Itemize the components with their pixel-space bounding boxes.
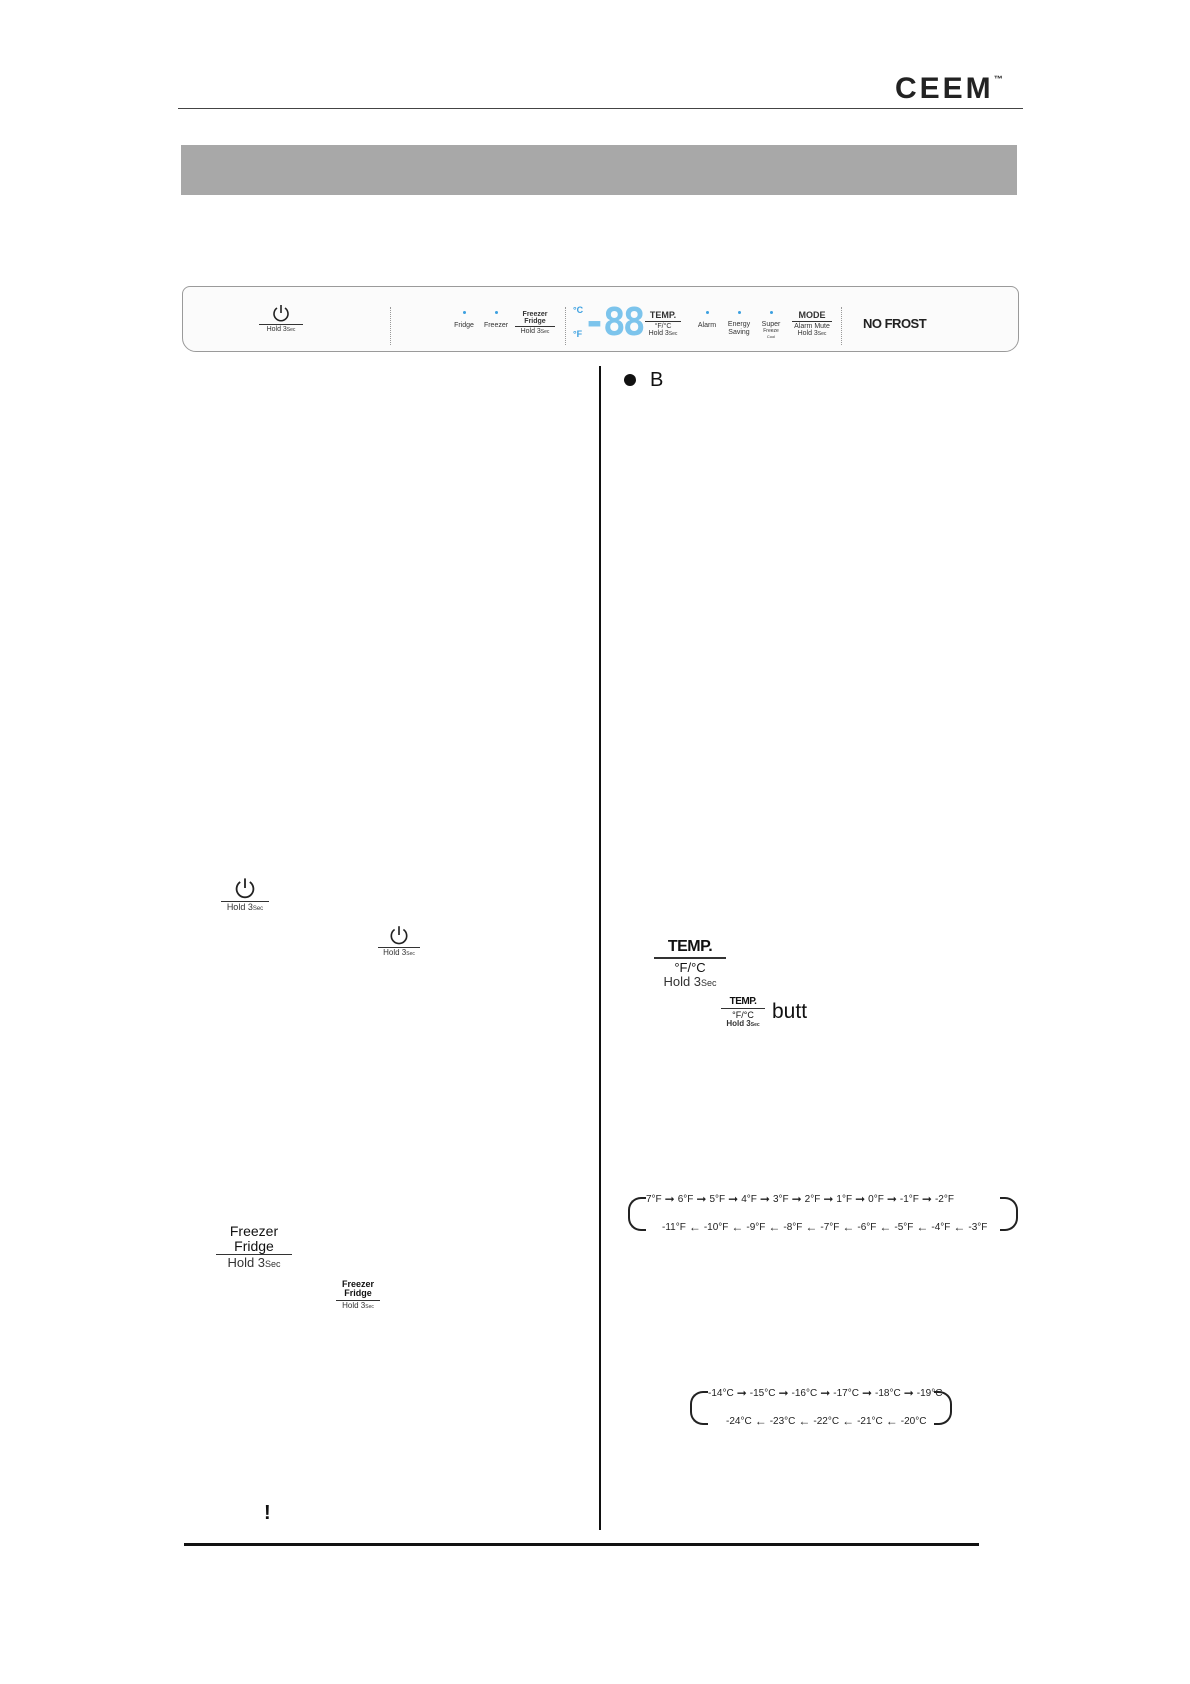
sequence-arrow-icon: ← [768, 1220, 781, 1234]
temperature-display: -88 [583, 300, 643, 344]
sequence-loop-right [1000, 1197, 1018, 1231]
sequence-arrow-icon: ➞ [855, 1192, 866, 1206]
warning-icon: ! [264, 1502, 271, 1524]
sequence-arrow-icon: ➞ [886, 1192, 897, 1206]
sequence-arrow-icon: ← [798, 1414, 811, 1428]
temp-small-units: °F/°C [732, 1010, 754, 1020]
sequence-value: 4°F [741, 1193, 757, 1205]
sequence-arrow-icon: ← [879, 1220, 892, 1234]
sequence-arrow-icon: ➞ [728, 1192, 739, 1206]
sequence-value: -16°C [791, 1387, 818, 1399]
sequence-value: -19°C [916, 1387, 943, 1399]
power-button-large[interactable] [220, 876, 270, 913]
sequence-value: -1°F [899, 1193, 919, 1205]
alarm-indicator-dot [706, 311, 709, 314]
nofrost-logo: NO FROST [863, 316, 927, 331]
sequence-value: -10°F [703, 1221, 729, 1233]
super-indicator-label: Super [761, 321, 781, 328]
sequence-value: 5°F [709, 1193, 726, 1205]
temp-small-title: TEMP. [729, 996, 757, 1007]
sequence-value: 0°F [868, 1193, 884, 1205]
sequence-value: -7°F [820, 1221, 840, 1233]
sequence-arrow-icon: ➞ [861, 1386, 872, 1400]
panel-zone-switch-button[interactable] [513, 311, 557, 335]
panel-temp-button[interactable] [643, 311, 683, 337]
temp-large-sec: Sec [701, 977, 717, 988]
switch-large-top: Freezer [229, 1223, 279, 1239]
sequence-value: -22°C [813, 1415, 840, 1427]
sequence-value: -2°F [934, 1193, 954, 1205]
panel-mode-button[interactable] [789, 311, 835, 337]
sequence-arrow-icon: ← [805, 1220, 818, 1234]
power-small-sec: Sec [406, 951, 415, 957]
panel-zone-hold: Hold 3 [520, 328, 541, 335]
sequence-arrow-icon: ← [916, 1220, 929, 1234]
panel-mode-sub: Alarm Mute [794, 323, 830, 330]
sequence-value: -4°F [931, 1221, 951, 1233]
sequence-value: 2°F [804, 1193, 821, 1205]
sequence-arrow-icon: ➞ [759, 1192, 770, 1206]
sequence-value: -21°C [857, 1415, 883, 1427]
super-freeze-label: Freeze [763, 328, 779, 334]
alarm-indicator-label: Alarm [697, 322, 717, 329]
zone-switch-button-small[interactable] [334, 1280, 382, 1311]
display-celsius-unit: °C [573, 305, 584, 315]
energy-indicator-label-1: Energy [727, 321, 751, 328]
super-indicator-dot [770, 311, 773, 314]
power-icon [233, 876, 257, 900]
sequence-arrow-icon: ← [953, 1220, 966, 1234]
sequence-arrow-icon: ➞ [791, 1192, 802, 1206]
panel-divider [390, 307, 391, 345]
fahrenheit-sequence [628, 1192, 1018, 1236]
sequence-value: -17°C [833, 1387, 859, 1399]
panel-divider [565, 307, 566, 345]
power-icon [271, 303, 291, 323]
fahrenheit-row-bottom [662, 1220, 987, 1234]
temp-small-sec: Sec [750, 1022, 760, 1028]
temp-large-units: °F/°C [674, 959, 706, 975]
panel-power-hold: Hold 3 [266, 326, 287, 333]
sequence-value: 3°F [772, 1193, 789, 1205]
panel-temp-hold: Hold 3 [648, 330, 669, 337]
bullet-icon [624, 374, 636, 386]
sequence-arrow-icon: ← [842, 1414, 855, 1428]
switch-small-top: Freezer [341, 1279, 375, 1289]
brand-logo [895, 72, 1003, 106]
temp-button-small[interactable] [720, 996, 766, 1029]
sequence-arrow-icon: ← [842, 1220, 855, 1234]
sequence-value: -20°C [900, 1415, 927, 1427]
sequence-arrow-icon: ← [885, 1414, 898, 1428]
energy-indicator-dot [738, 311, 741, 314]
freezer-indicator-dot [495, 311, 498, 314]
sequence-loop-left [628, 1197, 646, 1231]
sequence-arrow-icon: ← [731, 1220, 744, 1234]
sequence-value: 6°F [677, 1193, 694, 1205]
temp-small-hold: Hold 3 [726, 1019, 751, 1028]
panel-zone-switch-bottom: Fridge [524, 318, 546, 325]
butt-text: butt [772, 1000, 808, 1023]
switch-small-bottom: Fridge [344, 1288, 372, 1299]
power-large-sec: Sec [252, 906, 264, 912]
zone-switch-button-large[interactable] [214, 1224, 294, 1271]
power-large-hold: Hold 3 [226, 902, 253, 912]
sequence-arrow-icon: ➞ [921, 1192, 932, 1206]
switch-small-hold: Hold 3 [342, 1300, 366, 1310]
sequence-arrow-icon: ← [754, 1414, 767, 1428]
panel-divider [841, 307, 842, 345]
sequence-value: -8°F [783, 1221, 803, 1233]
bullet-text: B [650, 369, 664, 391]
temp-large-title: TEMP. [667, 938, 713, 955]
sequence-value: -15°C [749, 1387, 776, 1399]
section-title-bar [181, 145, 1017, 195]
sequence-arrow-icon: ➞ [778, 1386, 789, 1400]
sequence-arrow-icon: ➞ [736, 1386, 747, 1400]
panel-temp-title: TEMP. [649, 310, 677, 320]
brand-name: CEEM [895, 72, 994, 105]
sequence-value: -5°F [894, 1221, 914, 1233]
fridge-indicator-dot [463, 311, 466, 314]
header-rule [178, 108, 1023, 109]
switch-large-sec: Sec [265, 1259, 281, 1270]
sequence-arrow-icon: ➞ [664, 1192, 675, 1206]
fahrenheit-row-top [646, 1192, 954, 1206]
sequence-value: -18°C [875, 1387, 901, 1399]
sequence-arrow-icon: ➞ [903, 1386, 914, 1400]
sequence-arrow-icon: ➞ [823, 1192, 834, 1206]
switch-large-hold: Hold 3 [227, 1255, 266, 1271]
column-divider [599, 366, 601, 1530]
panel-mode-hold: Hold 3 [797, 330, 818, 337]
brand-trademark: ™ [993, 74, 1003, 84]
panel-power-button[interactable] [259, 303, 303, 333]
freezer-indicator-label: Freezer [483, 322, 509, 329]
sequence-value: -3°F [968, 1221, 988, 1233]
display-fahrenheit-unit: °F [573, 329, 583, 339]
sequence-value: 7°F [646, 1193, 662, 1205]
sequence-arrow-icon: ← [688, 1220, 701, 1234]
sequence-value: 1°F [836, 1193, 853, 1205]
sequence-value: -11°F [662, 1221, 686, 1233]
control-panel [182, 286, 1019, 352]
power-small-hold: Hold 3 [383, 948, 407, 957]
power-icon [388, 924, 410, 946]
sequence-arrow-icon: ➞ [820, 1386, 831, 1400]
temp-button-large[interactable] [652, 938, 728, 989]
temp-large-hold: Hold 3 [663, 973, 702, 989]
sequence-value: -14°C [708, 1387, 734, 1399]
super-cool-label: Cool [766, 334, 776, 339]
sequence-loop-left [690, 1391, 708, 1425]
celsius-sequence [690, 1386, 952, 1430]
celsius-row-bottom [726, 1414, 926, 1428]
power-button-small[interactable] [377, 924, 421, 958]
switch-small-sec: Sec [365, 1303, 374, 1310]
panel-temp-units: °F/°C [654, 323, 672, 330]
panel-zone-sec: Sec [540, 329, 550, 335]
panel-power-sec: Sec [286, 327, 296, 333]
energy-indicator-label-2: Saving [728, 329, 750, 336]
sequence-value: -9°F [746, 1221, 766, 1233]
sequence-value: -6°F [857, 1221, 877, 1233]
celsius-row-top [708, 1386, 942, 1400]
sequence-value: -23°C [769, 1415, 796, 1427]
sequence-value: -24°C [726, 1415, 752, 1427]
panel-temp-sec: Sec [668, 331, 678, 337]
footer-rule [184, 1543, 979, 1546]
switch-large-bottom: Fridge [234, 1237, 274, 1254]
panel-zone-switch-top: Freezer [522, 311, 548, 318]
panel-mode-sec: Sec [817, 331, 827, 337]
panel-mode-title: MODE [798, 310, 826, 320]
fridge-indicator-label: Fridge [454, 322, 474, 329]
sequence-arrow-icon: ➞ [696, 1192, 707, 1206]
